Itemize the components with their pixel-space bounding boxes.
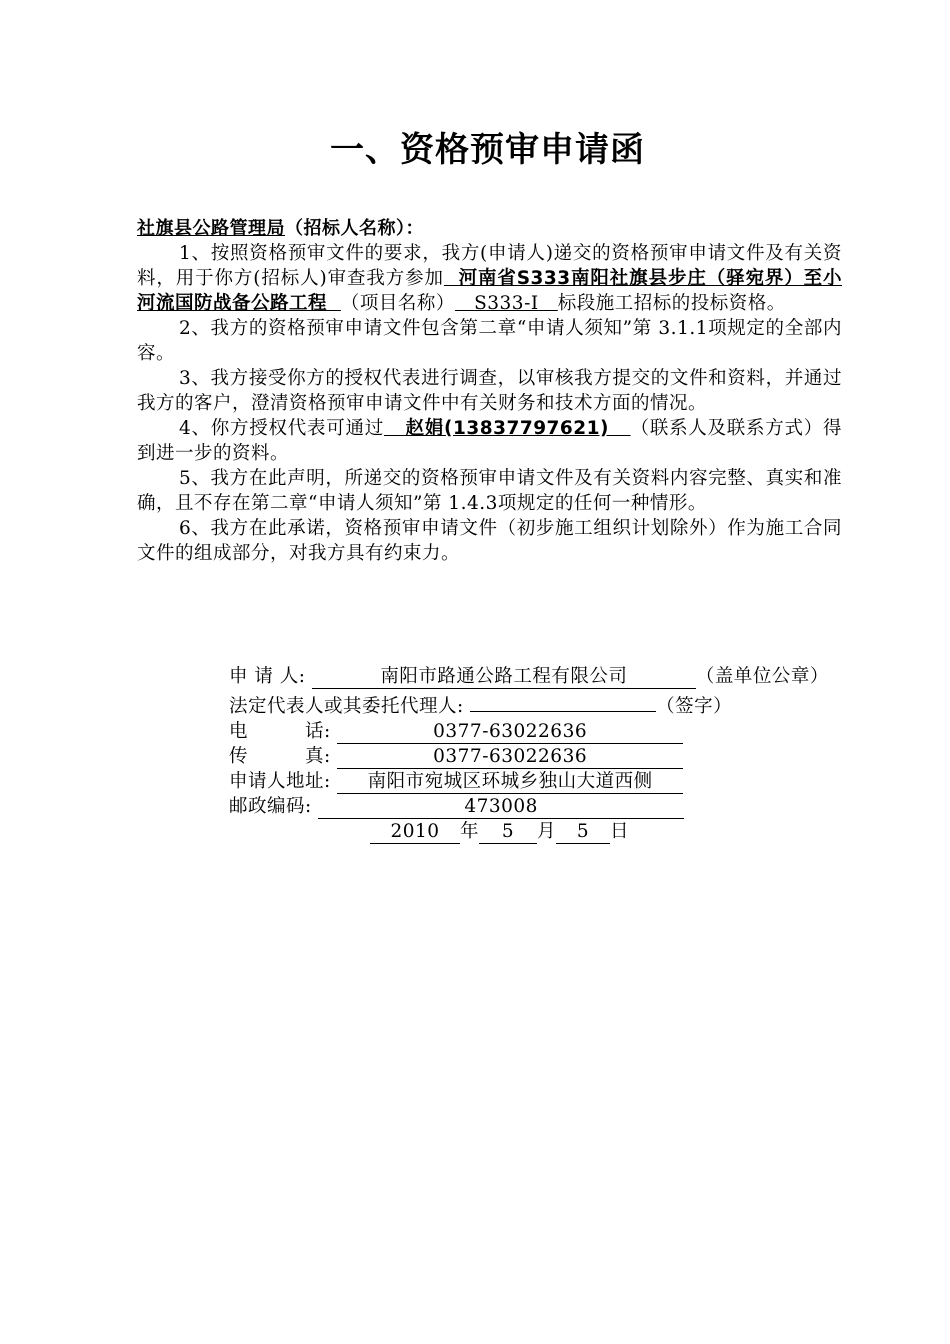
phone-value: 0377-63022636 [337, 721, 683, 744]
address-value: 南阳市宛城区环城乡独山大道西侧 [337, 771, 683, 794]
address-label: 申请人地址: [229, 771, 331, 792]
representative-note: （签字） [656, 696, 733, 717]
addressee-suffix: （招标人名称）： [285, 218, 424, 239]
postcode-label: 邮政编码: [229, 796, 312, 817]
applicant-value: 南阳市路通公路工程有限公司 [312, 666, 696, 689]
paragraph-4 [137, 416, 842, 466]
postcode-value: 473008 [318, 796, 684, 819]
contact-person-text: 赵娟(13837797621) [405, 418, 610, 439]
fax-label: 传 真: [229, 746, 331, 767]
letter-body [137, 216, 842, 566]
date-year-unit: 年 [460, 821, 480, 842]
fax-row [137, 744, 847, 769]
p4-text-b: （联系人及联系方式）得到进一步的资料。 [137, 418, 843, 464]
p1-text-c: 标段施工招标的投标资格。 [557, 293, 786, 314]
paragraph-2: 2、我方的资格预审申请文件包含第二章“申请人须知”第 3.1.1项规定的全部内容。 [137, 318, 842, 364]
date-month-unit: 月 [537, 821, 557, 842]
section-name [455, 293, 558, 314]
signature-block [137, 664, 847, 844]
p1-text-b: （项目名称） [340, 293, 455, 314]
representative-row [137, 689, 847, 719]
phone-label: 电 话: [229, 721, 331, 742]
date-day: 5 [556, 821, 610, 844]
page-title: 一、资格预审申请函 [330, 130, 645, 170]
date-day-unit: 日 [610, 821, 630, 842]
paragraph-3: 3、我方接受你方的授权代表进行调查，以审核我方提交的文件和资料，并通过我方的客户，澄清资格预审申请文件中有关财务和技术方面的情况。 [137, 368, 842, 414]
representative-signature-field [470, 689, 656, 712]
date-year: 2010 [370, 821, 460, 844]
paragraph-1 [137, 241, 842, 316]
date-month: 5 [479, 821, 537, 844]
p4-text-a: 4、你方授权代表可通过 [179, 418, 384, 439]
addressee-line [137, 216, 842, 241]
p1-text-a: 1、按照资格预审文件的要求，我方(申请人)递交的资格预审申请文件及有关资料，用于你方(招标人)审查我方参加 [137, 243, 842, 289]
date-row [137, 819, 847, 844]
section-name-text: S333-I [474, 293, 539, 314]
applicant-note: （盖单位公章） [695, 666, 829, 687]
fax-value: 0377-63022636 [337, 746, 683, 769]
applicant-row [137, 664, 847, 689]
postcode-row [137, 794, 847, 819]
paragraph-5: 5、我方在此声明，所递交的资格预审申请文件及有关资料内容完整、真实和准确，且不存在第二章“申请人须知”第 1.4.3项规定的任何一种情形。 [137, 468, 842, 514]
representative-label: 法定代表人或其委托代理人: [229, 696, 464, 717]
phone-row [137, 719, 847, 744]
addressee-name: 社旗县公路管理局 [137, 218, 285, 239]
applicant-label: 申 请 人: [229, 666, 306, 687]
project-name-text: 河南省S333南阳社旗县步庄（驿宛界）至小河流国防战备公路工程 [137, 268, 842, 314]
contact-person [384, 418, 631, 439]
paragraph-6: 6、我方在此承诺，资格预审申请文件（初步施工组织计划除外）作为施工合同文件的组成部分，对我方具有约束力。 [137, 518, 842, 564]
address-row [137, 769, 847, 794]
